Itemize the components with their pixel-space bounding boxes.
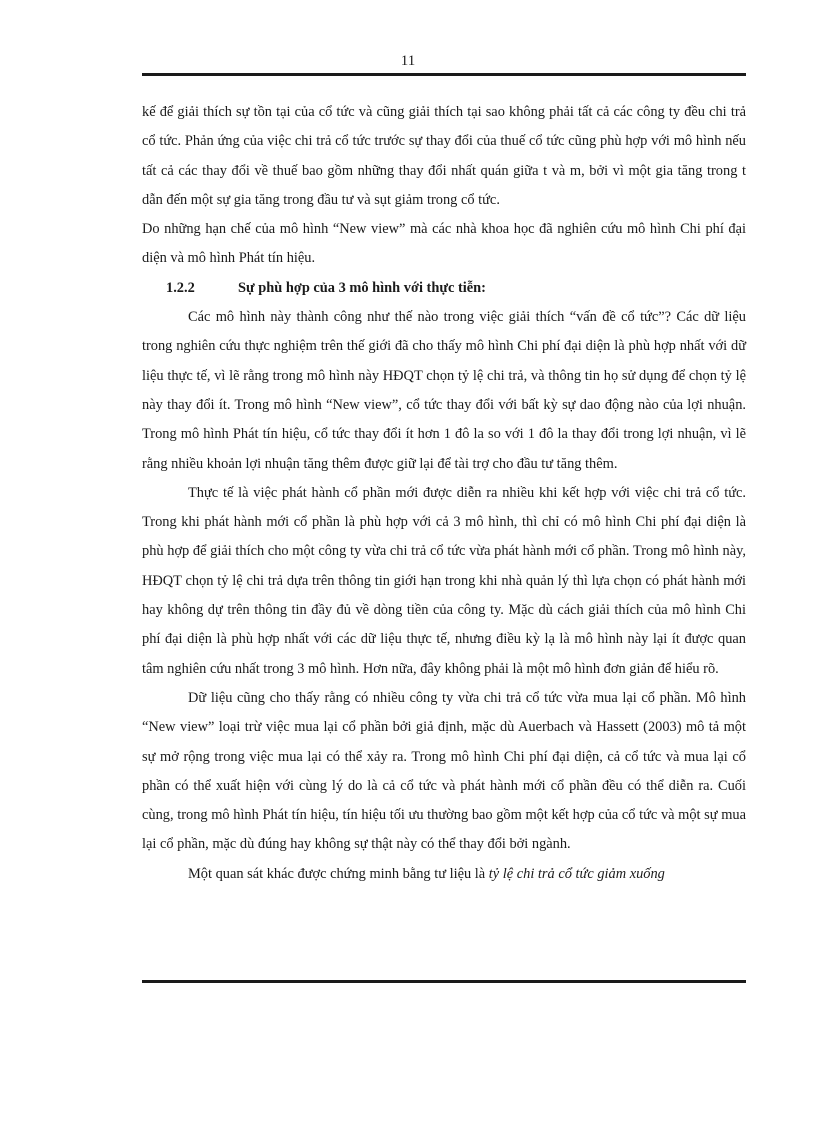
section-heading [142, 274, 746, 303]
paragraph: Thực tế là việc phát hành cổ phần mới được diễn ra nhiều khi kết hợp với việc chi trả cổ tức. Trong khi phát hành mới cổ phần là phù hợp với cả 3 mô hình, thì chỉ có mô hình Chi phí đại diện là phù hợp để giải thích cho một công ty vừa chi trả cổ tức vừa phát hành mới cổ phần. Trong mô hình này, HĐQT chọn tỷ lệ chi trả dựa trên thông tin giới hạn trong khi nhà quản lý thì lựa chọn có phát hành mới hay không dự trên thông tin đầy đủ về dòng tiền của công ty. Mặc dù cách giải thích của mô hình Chi phí đại diện là phù hợp nhất với các dữ liệu thực tế, nhưng điều kỳ lạ là mô hình này lại ít được quan tâm nghiên cứu nhất trong 3 mô hình. Hơn nữa, đây không phải là một mô hình đơn giản để hiểu rõ. [142, 484, 746, 677]
section-number: 1.2.2 [166, 279, 195, 296]
section-title: Sự phù hợp của 3 mô hình với thực tiễn: [238, 279, 486, 296]
paragraph: Do những hạn chế của mô hình “New view” mà các nhà khoa học đã nghiên cứu mô hình Chi phí đại diện và mô hình Phát tín hiệu. [142, 221, 746, 267]
paragraph: Các mô hình này thành công như thế nào trong việc giải thích “vấn đề cổ tức”? Các dữ liệu trong nghiên cứu thực nghiệm trên thế giới đã cho thấy mô hình Chi phí đại diện là phù hợp nhất với dữ liệu thực tế, vì lẽ rằng trong mô hình này HĐQT chọn tỷ lệ chi trả, và thông tin họ sử dụng để chọn tỷ lệ này thay đổi ít. Trong mô hình “New view”, cổ tức thay đổi với bất kỳ sự dao động nào của lợi nhuận. Trong mô hình Phát tín hiệu, cổ tức thay đổi ít hơn 1 đô la so với 1 đô la thay đổi trong lợi nhuận, vì lẽ rằng nhiều khoản lợi nhuận tăng thêm được giữ lại để tài trợ cho đầu tư tăng thêm. [142, 309, 746, 472]
italic-phrase: tỷ lệ chi trả cổ tức giảm xuống [488, 865, 665, 882]
document-body [142, 98, 746, 889]
footer-rule [142, 980, 746, 983]
paragraph: kế để giải thích sự tồn tại của cổ tức và cũng giải thích tại sao không phải tất cả các công ty đều chi trả cổ tức. Phản ứng của việc chi trả cổ tức trước sự thay đổi của thuế cổ tức cũng phù hợp với mô hình nếu tất cả các thay đổi về thuế bao gồm những thay đổi nhất quán giữa t và m, bởi vì một gia tăng trong t dẫn đến một sự gia tăng trong đầu tư và sụt giảm trong cổ tức. [142, 104, 746, 208]
paragraph [142, 860, 746, 889]
paragraph-text: Một quan sát khác được chứng minh bằng tư liệu là [188, 865, 489, 882]
header-rule [142, 73, 746, 76]
page-number: 11 [400, 53, 416, 69]
paragraph: Dữ liệu cũng cho thấy rằng có nhiều công ty vừa chi trả cổ tức vừa mua lại cổ phần. Mô hình “New view” loại trừ việc mua lại cổ phần bởi giả định, mặc dù Auerbach và Hassett (2003) mô tả một sự mở rộng trong việc mua lại có thể xảy ra. Trong mô hình Chi phí đại diện, cả cổ tức và mua lại cổ phần có thể xuất hiện với cùng lý do là cả cổ tức và phát hành mới cổ phần đều có thể diễn ra. Cuối cùng, trong mô hình Phát tín hiệu, tín hiệu tối ưu thường bao gồm một kết hợp của cổ tức và một sự mua lại cổ phần, mặc dù đúng hay không sự thật này có thể thay đổi bởi ngành. [142, 689, 746, 853]
